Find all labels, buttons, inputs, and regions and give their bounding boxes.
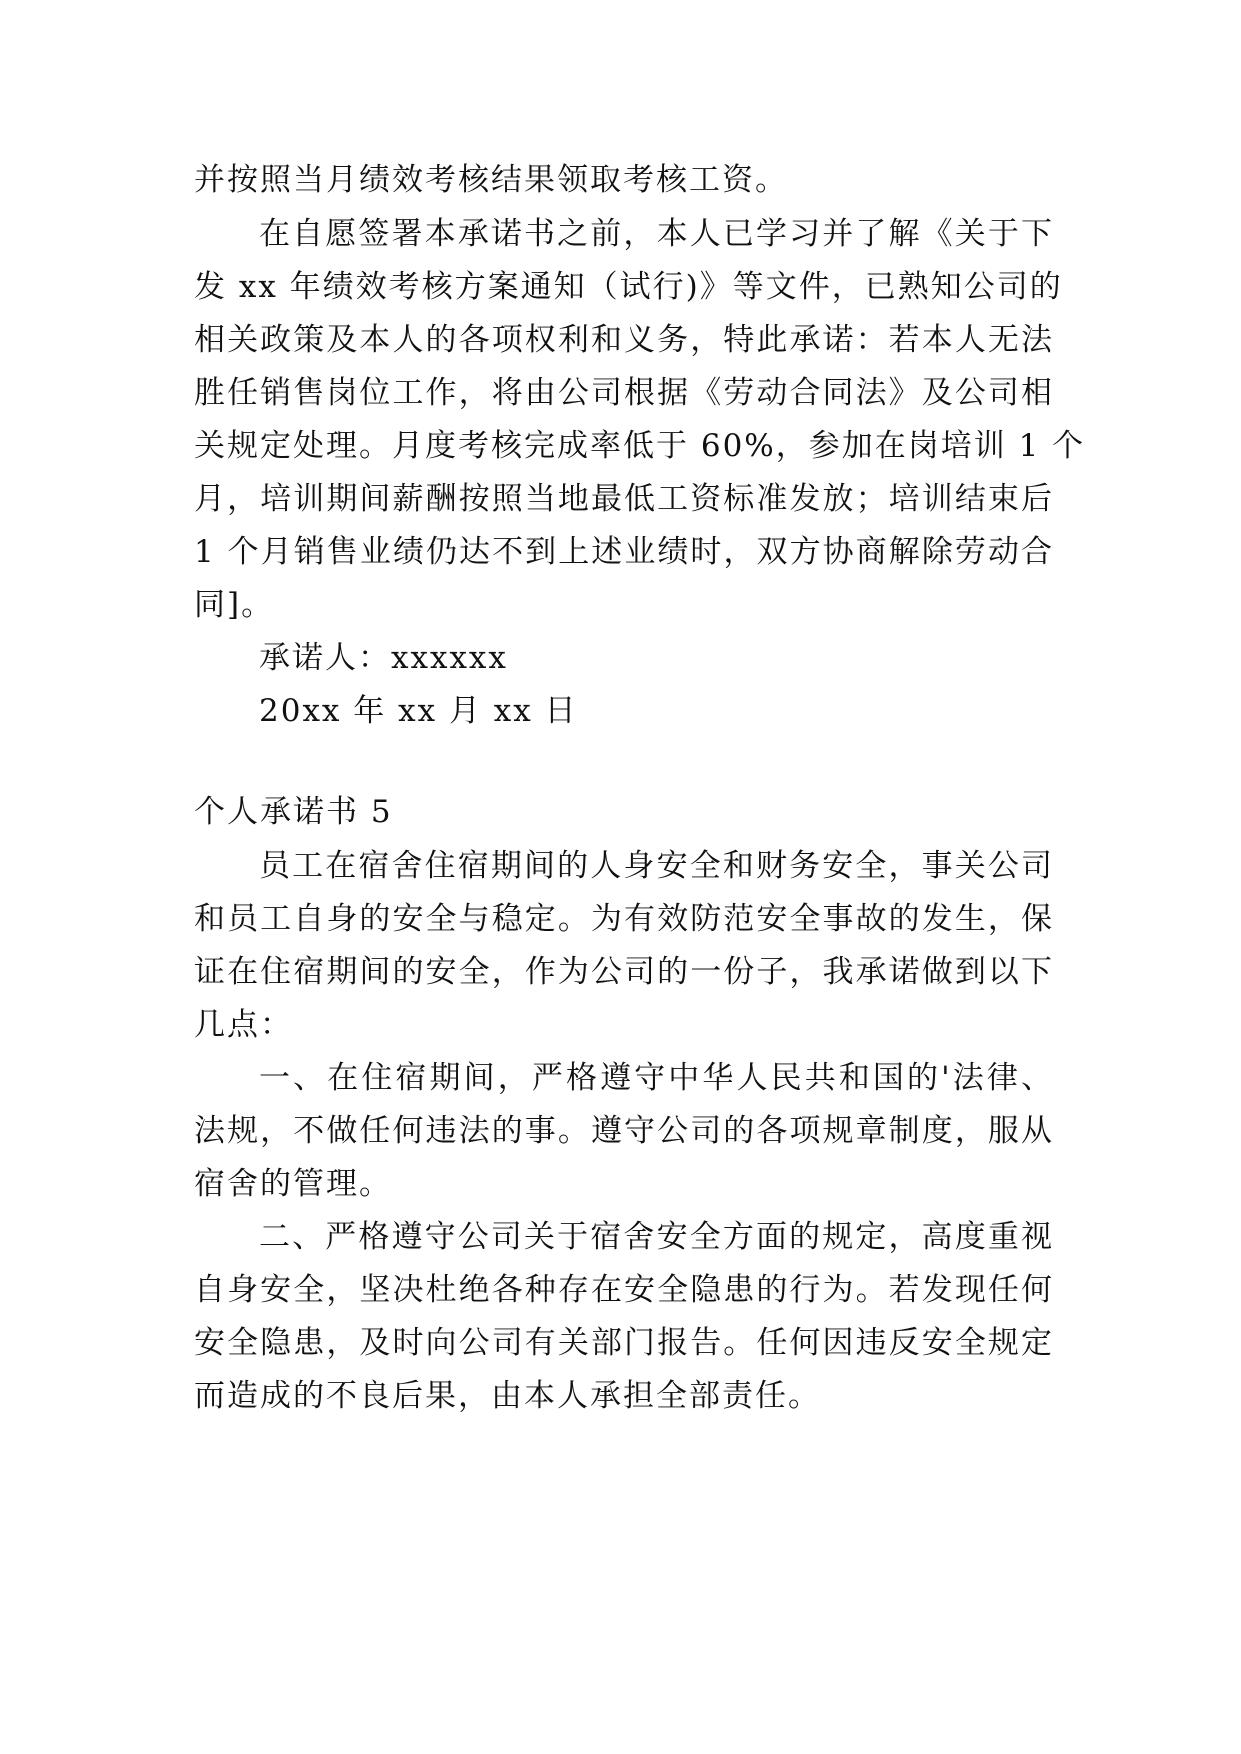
text-line: 胜任销售岗位工作，将由公司根据《劳动合同法》及公司相 xyxy=(194,375,1054,411)
section-title: 个人承诺书 5 xyxy=(194,794,393,830)
text-line: 发 xx 年绩效考核方案通知（试行)》等文件，已熟知公司的 xyxy=(194,269,1063,305)
text-line: 二、严格遵守公司关于宿舍安全方面的规定，高度重视 xyxy=(259,1219,1054,1255)
text-line: 法规，不做任何违法的事。遵守公司的各项规章制度，服从 xyxy=(194,1113,1054,1149)
signer-line: 承诺人：xxxxxx xyxy=(259,640,508,676)
text-line: 一、在住宿期间，严格遵守中华人民共和国的'法律、 xyxy=(259,1060,1054,1096)
text-line: 在自愿签署本承诺书之前，本人已学习并了解《关于下 xyxy=(259,216,1054,252)
text-line: 同]。 xyxy=(194,587,275,623)
text-line: 证在住宿期间的安全，作为公司的一份子，我承诺做到以下 xyxy=(194,954,1054,990)
date-line: 20xx 年 xx 月 xx 日 xyxy=(259,693,578,729)
text-line: 和员工自身的安全与稳定。为有效防范安全事故的发生，保 xyxy=(194,901,1054,937)
text-line: 相关政策及本人的各项权利和义务，特此承诺：若本人无法 xyxy=(194,322,1054,358)
text-line: 月，培训期间薪酬按照当地最低工资标准发放；培训结束后 xyxy=(194,481,1054,517)
text-line: 1 个月销售业绩仍达不到上述业绩时，双方协商解除劳动合 xyxy=(194,534,1054,570)
text-line: 几点： xyxy=(194,1007,293,1043)
text-line: 而造成的不良后果，由本人承担全部责任。 xyxy=(194,1378,821,1414)
text-line: 员工在宿舍住宿期间的人身安全和财务安全，事关公司 xyxy=(259,848,1054,884)
text-line: 安全隐患，及时向公司有关部门报告。任何因违反安全规定 xyxy=(194,1325,1054,1361)
text-line: 并按照当月绩效考核结果领取考核工资。 xyxy=(194,162,788,198)
text-line: 宿舍的管理。 xyxy=(194,1166,392,1202)
text-line: 关规定处理。月度考核完成率低于 60%，参加在岗培训 1 个 xyxy=(194,428,1086,464)
text-line: 自身安全，坚决杜绝各种存在安全隐患的行为。若发现任何 xyxy=(194,1272,1054,1308)
